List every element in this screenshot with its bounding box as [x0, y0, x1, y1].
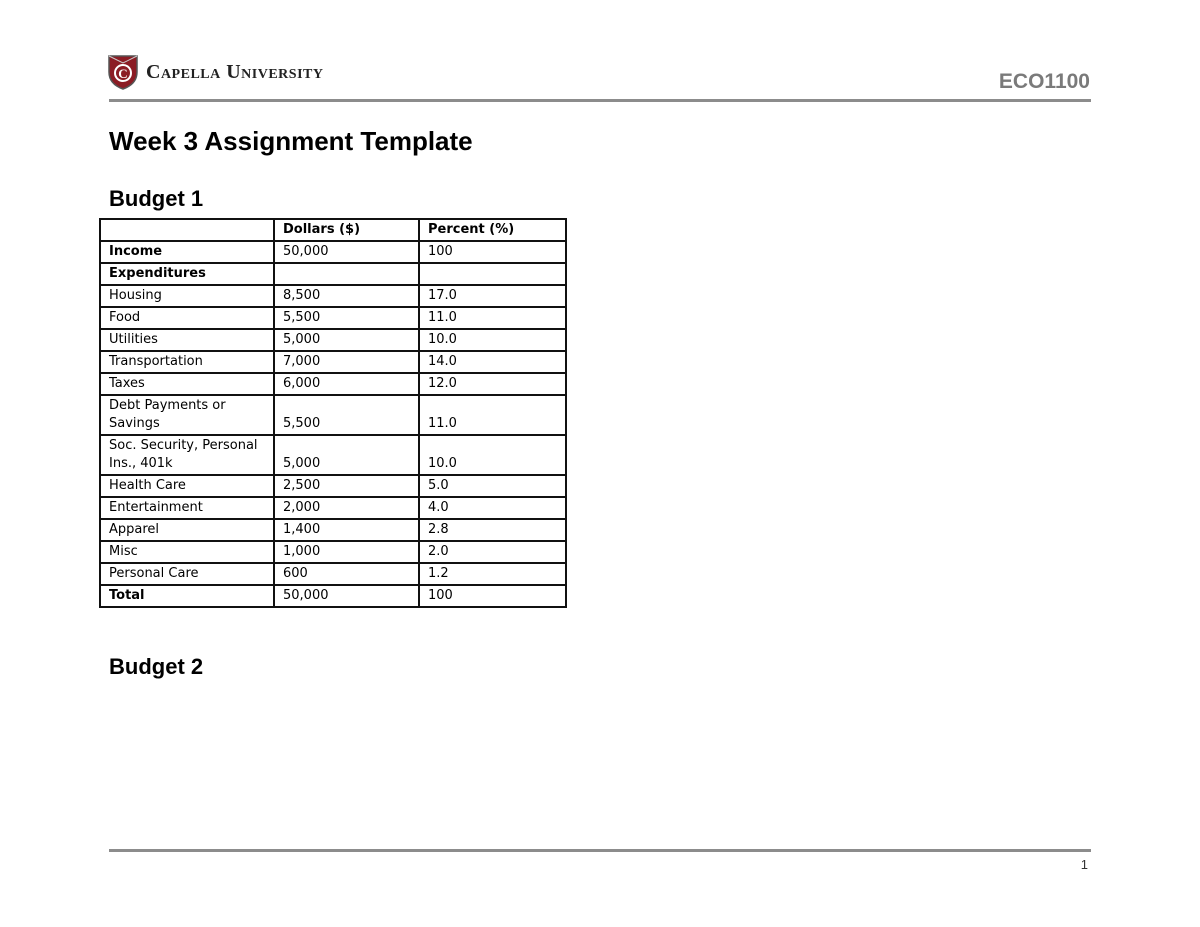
row-percent: 11.0: [419, 307, 566, 329]
table-row: [100, 585, 566, 607]
row-dollars: 7,000: [274, 351, 419, 373]
shield-icon: [108, 54, 138, 90]
table-row: [100, 351, 566, 373]
row-label: Personal Care: [100, 563, 274, 585]
row-dollars: 5,000: [274, 435, 419, 475]
row-label: Income: [100, 241, 274, 263]
row-label: Entertainment: [100, 497, 274, 519]
row-label: Transportation: [100, 351, 274, 373]
row-percent: 5.0: [419, 475, 566, 497]
row-label: Apparel: [100, 519, 274, 541]
budget-1-table: [99, 218, 567, 608]
row-percent: 4.0: [419, 497, 566, 519]
table-row: [100, 285, 566, 307]
row-dollars: 600: [274, 563, 419, 585]
budget-2-heading: Budget 2: [109, 654, 204, 679]
row-percent: 14.0: [419, 351, 566, 373]
course-code: ECO1100: [998, 70, 1090, 93]
table-header-row: [100, 219, 566, 241]
row-label: Total: [100, 585, 274, 607]
row-dollars: [274, 263, 419, 285]
row-label: Utilities: [100, 329, 274, 351]
row-dollars: 2,500: [274, 475, 419, 497]
header-cell-dollars: Dollars ($): [274, 219, 419, 241]
row-label: Housing: [100, 285, 274, 307]
table-row: [100, 497, 566, 519]
row-label: Health Care: [100, 475, 274, 497]
row-dollars: 5,500: [274, 307, 419, 329]
footer-divider: [109, 849, 1091, 852]
table-row: [100, 475, 566, 497]
table-row: [100, 395, 566, 435]
row-label: Taxes: [100, 373, 274, 395]
row-percent: 100: [419, 241, 566, 263]
row-dollars: 1,400: [274, 519, 419, 541]
header-divider: [109, 99, 1091, 102]
header-cell: [100, 219, 274, 241]
table-row: [100, 307, 566, 329]
table-row: [100, 241, 566, 263]
row-percent: 10.0: [419, 329, 566, 351]
row-dollars: 1,000: [274, 541, 419, 563]
row-percent: 12.0: [419, 373, 566, 395]
row-label: Food: [100, 307, 274, 329]
header-cell-percent: Percent (%): [419, 219, 566, 241]
row-dollars: 50,000: [274, 241, 419, 263]
row-dollars: 5,000: [274, 329, 419, 351]
page-number: 1: [1080, 857, 1088, 872]
row-percent: 100: [419, 585, 566, 607]
row-label: Soc. Security, Personal Ins., 401k: [100, 435, 274, 475]
row-dollars: 6,000: [274, 373, 419, 395]
row-label: Misc: [100, 541, 274, 563]
capella-logo: [108, 54, 323, 90]
row-label: Expenditures: [100, 263, 274, 285]
table-row: [100, 373, 566, 395]
row-percent: 2.0: [419, 541, 566, 563]
row-percent: 1.2: [419, 563, 566, 585]
row-dollars: 8,500: [274, 285, 419, 307]
row-dollars: 50,000: [274, 585, 419, 607]
row-dollars: 5,500: [274, 395, 419, 435]
logo-text: Capella University: [146, 60, 324, 83]
budget-1-heading: Budget 1: [109, 186, 204, 211]
svg-text:C: C: [118, 66, 128, 81]
table-row: [100, 563, 566, 585]
table-row: [100, 263, 566, 285]
page-title: Week 3 Assignment Template: [109, 126, 473, 156]
table-row: [100, 519, 566, 541]
row-percent: [419, 263, 566, 285]
row-dollars: 2,000: [274, 497, 419, 519]
row-percent: 11.0: [419, 395, 566, 435]
row-percent: 17.0: [419, 285, 566, 307]
row-percent: 10.0: [419, 435, 566, 475]
row-percent: 2.8: [419, 519, 566, 541]
table-row: [100, 541, 566, 563]
table-row: [100, 329, 566, 351]
table-row: [100, 435, 566, 475]
row-label: Debt Payments or Savings: [100, 395, 274, 435]
